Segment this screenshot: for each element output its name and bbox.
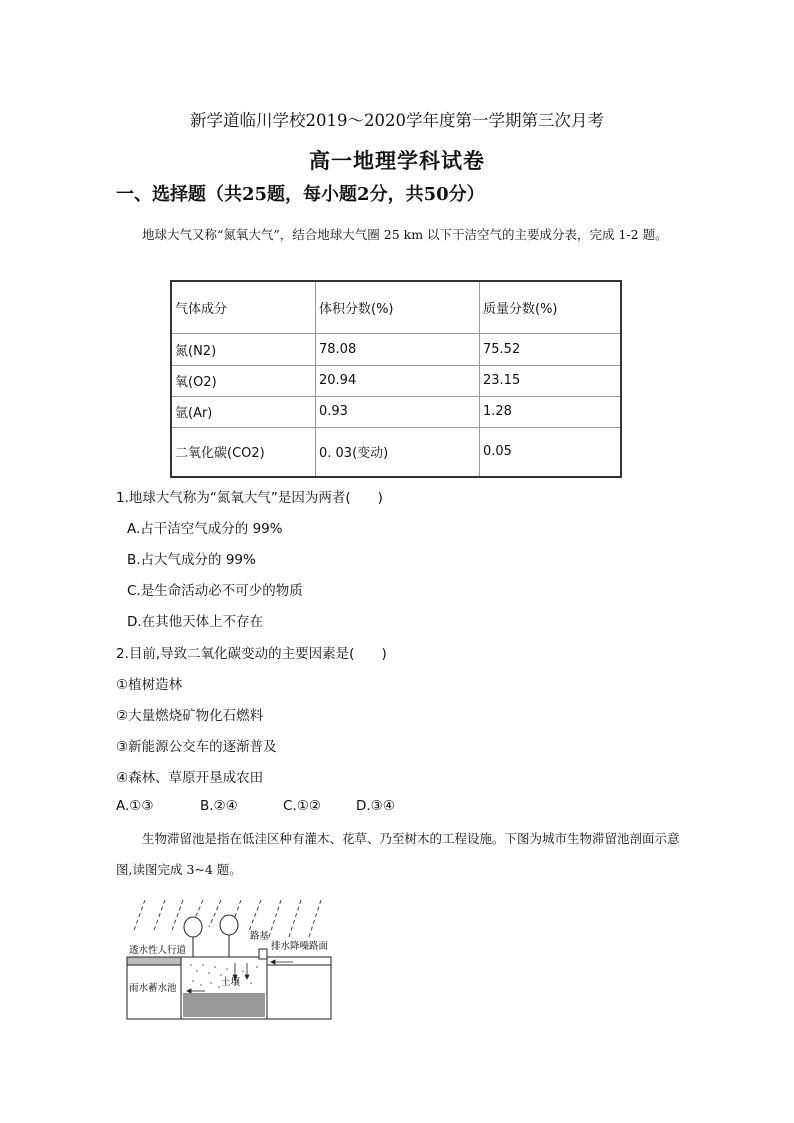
- table-cell: 氩(Ar): [171, 396, 316, 427]
- question-2-choice-d: D.③④: [356, 798, 395, 814]
- table-row: [171, 396, 621, 427]
- table-cell: 0. 03(变动): [316, 427, 480, 477]
- table-row: [171, 333, 621, 365]
- table-cell: 0.05: [480, 427, 622, 477]
- permeable-sidewalk-layer: [127, 957, 181, 965]
- question-1-option-d: D.在其他天体上不存在: [127, 614, 264, 630]
- table-header-cell: 气体成分: [171, 281, 316, 333]
- label-roadbed: 路基: [250, 931, 270, 942]
- label-rainwater-tank: 雨水蓄水池: [129, 983, 177, 994]
- label-drainage-road: 排水降噪路面: [271, 941, 329, 952]
- bioretention-pond-diagram: [125, 895, 335, 1023]
- question-2-item: ③新能源公交车的逐渐普及: [116, 739, 277, 755]
- table-cell: 75.52: [480, 333, 622, 365]
- question-1-option-b: B.占大气成分的 99%: [127, 552, 256, 568]
- question-1-stem: 1.地球大气称为“氮氧大气”是因为两者( ): [116, 490, 383, 506]
- table-row: [171, 365, 621, 396]
- table-header-row: [171, 281, 621, 333]
- table-cell: 20.94: [316, 365, 480, 396]
- question-2-choice-a: A.①③: [116, 798, 154, 814]
- intro-paragraph-1: 地球大气又称“氮氧大气”，结合地球大气圈 25 km 以下干洁空气的主要成分表，完成 1-2 题。: [142, 227, 668, 242]
- table-cell: 氮(N2): [171, 333, 316, 365]
- intro-paragraph-2: 生物滞留池是指在低洼区种有灌木、花草、乃至树木的工程设施。下图为城市生物滞留池剖面示意图,读图完成 3~4 题。: [116, 831, 680, 877]
- table-cell: 78.08: [316, 333, 480, 365]
- curb: [259, 949, 267, 959]
- question-2-stem: 2.目前,导致二氧化碳变动的主要因素是( ): [116, 646, 387, 662]
- question-1-option-a: A.占干洁空气成分的 99%: [127, 521, 283, 537]
- table-cell: 二氧化碳(CO2): [171, 427, 316, 477]
- table-cell: 0.93: [316, 396, 480, 427]
- road-surface: [267, 957, 331, 965]
- question-2-choice-c: C.①②: [283, 798, 321, 814]
- section-heading: 一、选择题（共25题，每小题2分，共50分）: [116, 184, 485, 205]
- table-row: [171, 427, 621, 477]
- table-cell: 23.15: [480, 365, 622, 396]
- question-2-item: ①植树造林: [116, 677, 183, 693]
- gas-composition-table: [170, 280, 622, 478]
- table-cell: 1.28: [480, 396, 622, 427]
- page-title: 高一地理学科试卷: [309, 148, 485, 173]
- school-exam-line: 新学道临川学校2019～2020学年度第一学期第三次月考: [190, 111, 604, 130]
- table-cell: 氧(O2): [171, 365, 316, 396]
- label-soil: 土壤: [221, 977, 241, 988]
- label-permeable-sidewalk: 透水性人行道: [129, 945, 187, 956]
- question-2-item: ②大量燃烧矿物化石燃料: [116, 708, 264, 724]
- question-2-item: ④森林、草原开垦成农田: [116, 770, 264, 786]
- roadbed-block: [267, 965, 331, 1019]
- table-header-cell: 体积分数(%): [316, 281, 480, 333]
- question-1-option-c: C.是生命活动必不可少的物质: [127, 583, 303, 599]
- gravel-layer: [183, 993, 265, 1017]
- table-header-cell: 质量分数(%): [480, 281, 622, 333]
- question-2-choice-b: B.②④: [200, 798, 238, 814]
